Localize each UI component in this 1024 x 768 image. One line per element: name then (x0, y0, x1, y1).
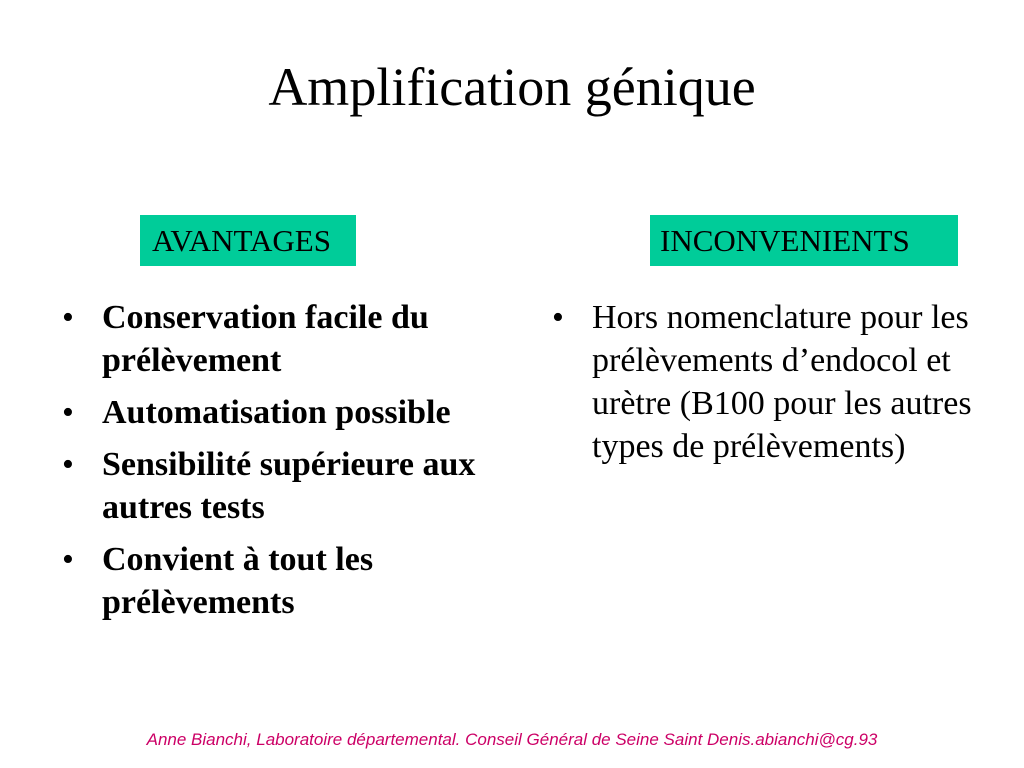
bullet-icon: • (62, 541, 74, 578)
bullet-icon: • (62, 394, 74, 431)
list-item (62, 391, 502, 434)
list-item (552, 296, 992, 468)
advantages-list (62, 296, 502, 633)
advantage-text: Convient à tout les prélèvements (102, 541, 374, 621)
list-item (62, 443, 502, 529)
drawback-text: Hors nomenclature pour les prélèvements d’endocol et urètre (B100 pour les autres types de prélèvements) (592, 299, 972, 465)
footer-credit: Anne Bianchi, Laboratoire départemental. Conseil Général de Seine Saint Denis.abianchi@cg.93 (146, 730, 878, 749)
advantages-heading: AVANTAGES (140, 215, 356, 266)
slide-title: Amplification génique (268, 57, 756, 117)
advantage-text: Conservation facile du prélèvement (102, 299, 429, 379)
bullet-icon: • (62, 299, 74, 336)
drawbacks-heading: INCONVENIENTS (650, 215, 958, 266)
list-item (62, 538, 502, 624)
bullet-icon: • (552, 299, 564, 336)
drawbacks-list (552, 296, 992, 477)
advantage-text: Sensibilité supérieure aux autres tests (102, 446, 476, 526)
bullet-icon: • (62, 446, 74, 483)
advantage-text: Automatisation possible (102, 394, 451, 431)
list-item (62, 296, 502, 382)
